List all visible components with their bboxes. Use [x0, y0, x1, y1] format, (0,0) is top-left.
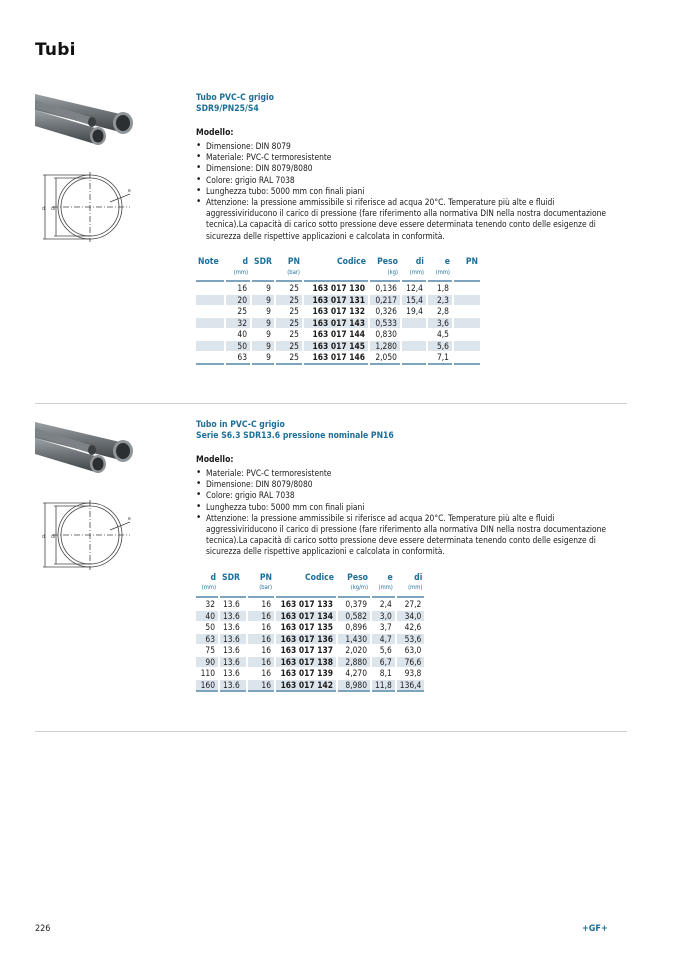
product-code-cell: 163 017 138 [276, 657, 336, 668]
unit-cell: (kg) [370, 268, 400, 283]
col-pn2: PN [465, 256, 478, 267]
spec-table-2 [194, 572, 426, 694]
table-cell: 2,880 [338, 657, 370, 668]
col-peso: Peso [377, 256, 398, 267]
table-cell: 0,830 [375, 329, 397, 340]
table-cell: 16 [261, 645, 271, 656]
product-code-cell: 163 017 145 [304, 341, 368, 352]
table-body [196, 599, 424, 692]
table-cell: 12,4 [406, 283, 423, 294]
col-di: di [415, 256, 424, 267]
product-code-cell: 163 017 144 [312, 329, 365, 340]
table-cell: 1,430 [338, 634, 370, 645]
product-code-cell: 163 017 136 [276, 634, 336, 645]
table-cell: 4,270 [345, 668, 367, 679]
col-d: d [210, 572, 216, 583]
table-cell: 13.6 [220, 634, 246, 645]
table-cell: 63 [196, 634, 218, 645]
table-row [196, 329, 480, 340]
table-cell: 13.6 [220, 657, 246, 668]
feature-item: • Lunghezza tubo: 5000 mm con finali piani [196, 186, 626, 197]
table-cell: 0,217 [370, 295, 400, 306]
table-cell: 25 [237, 306, 247, 317]
model-label: Modello: [196, 128, 234, 138]
pipe-cross-section-diagram [38, 500, 138, 570]
table-cell: 9 [252, 341, 274, 352]
table-row [196, 306, 480, 317]
col-e: e [444, 256, 450, 267]
table-cell: 11,8 [372, 680, 395, 693]
table-cell: 9 [252, 352, 274, 365]
table-cell [402, 352, 426, 365]
unit-cell: (mm) [397, 584, 425, 599]
table-cell: 25 [289, 283, 299, 294]
unit-cell: (mm) [196, 584, 218, 599]
table-cell: 0,533 [370, 318, 400, 329]
table-body [196, 283, 480, 365]
diagram-label-d: d [42, 534, 45, 540]
table-cell: 0,582 [338, 611, 370, 622]
unit-cell [220, 584, 246, 599]
table-cell: 25 [276, 352, 302, 365]
product-code-cell: 163 017 137 [280, 645, 333, 656]
table-cell [196, 283, 224, 294]
table-cell: 8,1 [379, 668, 392, 679]
col-sdr: SDR [222, 572, 240, 583]
table-cell: 32 [205, 599, 215, 610]
product-code-cell: 163 017 130 [312, 283, 365, 294]
feature-list [196, 141, 626, 242]
table-cell: 25 [276, 295, 302, 306]
table-cell: 25 [276, 341, 302, 352]
feature-item: • Materiale: PVC-C termoresistente [196, 468, 626, 479]
table-cell: 3,6 [428, 318, 452, 329]
table-cell: 9 [252, 295, 274, 306]
table-row [196, 611, 424, 622]
table-cell [454, 283, 480, 294]
page-title: Tubi [35, 40, 76, 60]
unit-cell: (mm) [402, 268, 426, 283]
table-cell: 16 [261, 622, 271, 633]
table-cell: 13.6 [220, 611, 246, 622]
feature-list [196, 468, 626, 558]
diagram-label-e: e [128, 188, 131, 194]
unit-cell: (mm) [226, 268, 250, 283]
table-cell: 42,6 [404, 622, 422, 633]
col-codice: Codice [336, 256, 366, 267]
table-cell: 7,1 [428, 352, 452, 365]
table-cell [402, 318, 426, 329]
product-code-cell: 163 017 134 [276, 611, 336, 622]
col-peso: Peso [347, 572, 368, 583]
col-e: e [387, 572, 393, 583]
col-pn: PN [259, 572, 272, 583]
table-cell: 93,8 [404, 668, 422, 679]
model-label: Modello: [196, 455, 234, 465]
table-cell: 4,5 [436, 329, 449, 340]
spec-table-1 [194, 256, 482, 366]
table-cell: 16 [248, 657, 274, 668]
feature-item: • Dimensione: DIN 8079/8080 [196, 479, 626, 490]
table-cell: 0,379 [345, 599, 367, 610]
unit-cell: (mm) [428, 268, 452, 283]
table-cell [402, 341, 426, 352]
product-code-cell: 163 017 135 [280, 622, 333, 633]
table-cell: 16 [248, 680, 274, 693]
table-cell: 8,980 [338, 680, 370, 693]
table-cell: 75 [205, 645, 215, 656]
table-cell [454, 352, 480, 365]
feature-item: • Dimensione: DIN 8079/8080 [196, 163, 626, 174]
product-title: Tubo PVC-C grigio [196, 93, 274, 103]
table-cell: 40 [237, 329, 247, 340]
unit-cell: (bar) [276, 268, 302, 283]
feature-item: • Materiale: PVC-C termoresistente [196, 152, 626, 163]
table-cell: 9 [266, 306, 271, 317]
feature-item: • Colore: grigio RAL 7038 [196, 490, 626, 501]
feature-item: • Dimensione: DIN 8079 [196, 141, 626, 152]
table-cell [196, 341, 224, 352]
table-row [196, 599, 424, 610]
table-cell: 9 [266, 329, 271, 340]
table-cell [196, 329, 224, 340]
table-cell: 4,7 [372, 634, 395, 645]
table-cell [196, 352, 224, 365]
table-cell: 13.6 [223, 645, 240, 656]
table-cell: 50 [226, 341, 250, 352]
table-cell: 9 [252, 318, 274, 329]
col-sdr: SDR [254, 256, 272, 267]
feature-item: • Attenzione: la pressione ammissibile si riferisce ad acqua 20°C. Temperature più alte e fluidi aggressiviriducono il carico di pressione (fare riferimento alla normativa DIN nella nostra documentazione tecnica).La capacità di carico sotto pressione deve essere determinata tenendo conto delle esigenze di sicurezza delle rispettive applicazioni e calcolata in conformità. [196, 197, 626, 242]
product-code-cell: 163 017 131 [304, 295, 368, 306]
table-row [196, 668, 424, 679]
pipe-photo-icon [35, 92, 140, 152]
table-cell: 2,020 [345, 645, 367, 656]
table-cell: 53,6 [397, 634, 425, 645]
table-cell [402, 329, 426, 340]
section-divider [35, 403, 627, 404]
table-cell: 76,6 [397, 657, 425, 668]
unit-cell [196, 268, 224, 283]
table-row [196, 318, 480, 329]
table-cell: 1,8 [436, 283, 449, 294]
col-d: d [242, 256, 248, 267]
table-cell: 136,4 [397, 680, 425, 693]
product-code-cell: 163 017 132 [312, 306, 365, 317]
table-cell: 3,0 [372, 611, 395, 622]
table-cell: 2,8 [436, 306, 449, 317]
table-cell: 9 [266, 283, 271, 294]
table-cell [454, 295, 480, 306]
table-cell: 2,3 [428, 295, 452, 306]
table-cell: 5,6 [428, 341, 452, 352]
feature-item: • Lunghezza tubo: 5000 mm con finali piani [196, 502, 626, 513]
table-row [196, 283, 480, 294]
unit-cell: (bar) [248, 584, 274, 599]
product-subtitle: Serie S6.3 SDR13.6 pressione nominale PN16 [196, 431, 394, 441]
table-cell [196, 306, 224, 317]
table-cell: 0,896 [345, 622, 367, 633]
table-cell: 15,4 [402, 295, 426, 306]
unit-cell [454, 268, 480, 283]
diagram-label-e: e [128, 516, 131, 522]
product-code-cell: 163 017 142 [276, 680, 336, 693]
table-row [196, 680, 424, 693]
table-row [196, 295, 480, 306]
table-cell: 19,4 [406, 306, 423, 317]
table-cell: 25 [289, 329, 299, 340]
product-code-cell: 163 017 133 [280, 599, 333, 610]
table-cell: 2,050 [370, 352, 400, 365]
unit-cell [276, 584, 336, 599]
table-cell [454, 318, 480, 329]
table-cell: 13.6 [223, 599, 240, 610]
table-cell: 0,326 [375, 306, 397, 317]
table-cell: 3,7 [379, 622, 392, 633]
table-cell: 32 [226, 318, 250, 329]
table-cell: 13.6 [223, 668, 240, 679]
table-cell: 16 [248, 611, 274, 622]
table-row [196, 352, 480, 365]
table-row [196, 622, 424, 633]
product-code-cell: 163 017 146 [304, 352, 368, 365]
table-cell: 25 [289, 306, 299, 317]
section-divider [35, 731, 627, 732]
diagram-label-di: di [51, 534, 56, 540]
table-cell: 27,2 [404, 599, 422, 610]
pipe-photo-icon [35, 420, 140, 480]
table-cell: 13.6 [220, 680, 246, 693]
table-cell: 13.6 [223, 622, 240, 633]
col-di: di [414, 572, 423, 583]
table-header-row [196, 573, 424, 583]
product-code-cell: 163 017 139 [280, 668, 333, 679]
table-cell: 34,0 [397, 611, 425, 622]
product-code-cell: 163 017 143 [304, 318, 368, 329]
table-cell [196, 318, 224, 329]
unit-cell [304, 268, 368, 283]
feature-item: • Attenzione: la pressione ammissibile si riferisce ad acqua 20°C. Temperature più alte e fluidi aggressiviriducono il carico di pressione (fare riferimento alla normativa DIN nella nostra documentazione tecnica).La capacità di carico sotto pressione deve essere determinata tenendo conto delle esigenze di sicurezza delle rispettive applicazioni e calcolata in conformità. [196, 513, 626, 558]
table-cell: 0,136 [375, 283, 397, 294]
col-pn: PN [287, 256, 300, 267]
table-cell: 25 [276, 318, 302, 329]
product-title: Tubo in PVC-C grigio [196, 420, 285, 430]
table-row [196, 341, 480, 352]
pipe-cross-section-diagram [38, 172, 138, 242]
table-cell: 2,4 [379, 599, 392, 610]
table-cell: 1,280 [370, 341, 400, 352]
table-row [196, 634, 424, 645]
diagram-label-d: d [42, 206, 45, 212]
diagram-label-di: di [51, 206, 56, 212]
table-cell [196, 295, 224, 306]
table-cell: 5,6 [379, 645, 392, 656]
table-units-row [196, 584, 424, 599]
table-cell: 6,7 [372, 657, 395, 668]
table-cell: 63,0 [404, 645, 422, 656]
table-cell: 16 [261, 668, 271, 679]
unit-cell: (kg/m) [338, 584, 370, 599]
table-header-row [196, 257, 480, 267]
gf-logo: +GF+ [582, 924, 608, 934]
table-row [196, 657, 424, 668]
table-cell: 16 [248, 634, 274, 645]
col-note: Note [198, 256, 219, 267]
table-cell: 50 [205, 622, 215, 633]
unit-cell [252, 268, 274, 283]
page-number: 226 [35, 924, 51, 934]
table-cell: 160 [196, 680, 218, 693]
table-cell: 20 [226, 295, 250, 306]
table-row [196, 645, 424, 656]
col-codice: Codice [305, 572, 334, 583]
table-cell: 16 [237, 283, 247, 294]
feature-item: • Colore: grigio RAL 7038 [196, 175, 626, 186]
table-cell [454, 341, 480, 352]
table-cell: 90 [196, 657, 218, 668]
table-cell: 110 [200, 668, 215, 679]
table-cell: 16 [261, 599, 271, 610]
unit-cell: (mm) [372, 584, 395, 599]
product-details-2 [196, 420, 626, 693]
table-cell: 40 [196, 611, 218, 622]
table-units-row [196, 268, 480, 283]
table-cell [454, 329, 480, 340]
table-cell: 63 [226, 352, 250, 365]
product-details-1 [196, 93, 626, 366]
table-cell [454, 306, 480, 317]
product-subtitle: SDR9/PN25/S4 [196, 104, 259, 114]
